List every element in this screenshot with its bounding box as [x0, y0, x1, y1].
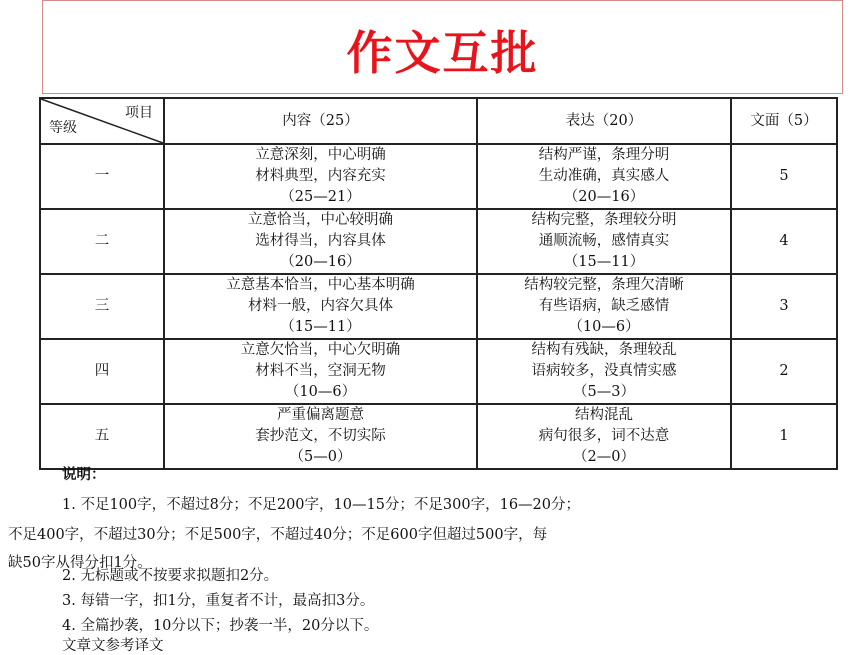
content-cell: [164, 339, 477, 404]
level-cell: 一: [40, 144, 164, 209]
cell-line: 结构混乱: [575, 407, 633, 423]
level-cell: 四: [40, 339, 164, 404]
cell-line: 材料一般，内容欠具体: [248, 298, 393, 314]
cell-score: （2—0）: [573, 449, 635, 465]
header-content: 内容（25）: [164, 98, 477, 144]
expression-cell: [477, 144, 731, 209]
note-line: 1. 不足100字，不超过8分；不足200字，10—15分；不足300字，16—20分；: [62, 497, 580, 513]
expression-cell: [477, 339, 731, 404]
table-header-row: [40, 98, 837, 144]
appearance-cell: 5: [731, 144, 837, 209]
cell-score: （5—3）: [573, 384, 635, 400]
appearance-cell: 4: [731, 209, 837, 274]
appearance-cell: 3: [731, 274, 837, 339]
note-line-cut: 文章文参考译文: [62, 638, 164, 654]
cell-line: 立意欠恰当，中心欠明确: [240, 342, 401, 358]
content-cell: [164, 274, 477, 339]
cell-line: 材料不当，空洞无物: [255, 363, 386, 379]
header-appearance: 文面（5）: [731, 98, 837, 144]
cell-line: 选材得当，内容具体: [255, 233, 386, 249]
cell-score: （15—11）: [280, 319, 361, 335]
cell-line: 病句很多，词不达意: [538, 428, 670, 444]
cell-line: 立意基本恰当，中心基本明确: [226, 277, 415, 293]
header-expression: 表达（20）: [477, 98, 731, 144]
cell-score: （20—16）: [280, 254, 361, 270]
cell-score: （15—11）: [563, 254, 645, 270]
table-row: [40, 339, 837, 404]
notes-heading: 说明：: [62, 466, 106, 483]
cell-line: 严重偏离题意: [277, 407, 364, 423]
grading-table: [39, 97, 838, 470]
table-row: [40, 404, 837, 469]
header-item-label: 项目: [125, 105, 153, 121]
cell-score: （10—6）: [284, 384, 357, 400]
header-level-label: 等级: [49, 120, 77, 136]
content-cell: [164, 209, 477, 274]
level-cell: 三: [40, 274, 164, 339]
note-line: 3. 每错一字，扣1分，重复者不计，最高扣3分。: [62, 593, 375, 609]
cell-line: 结构较完整，条理欠清晰: [524, 277, 684, 293]
cell-line: 结构有残缺，条理较乱: [531, 342, 677, 358]
cell-line: 结构完整，条理较分明: [531, 212, 677, 228]
cell-line: 生动准确，真实感人: [538, 168, 670, 184]
table-row: [40, 209, 837, 274]
cell-line: 套抄范文，不切实际: [255, 428, 386, 444]
appearance-cell: 2: [731, 339, 837, 404]
expression-cell: [477, 274, 731, 339]
cell-line: 立意深刻，中心明确: [255, 147, 386, 163]
cell-line: 语病较多，没真情实感: [531, 363, 677, 379]
cell-line: 材料典型，内容充实: [255, 168, 386, 184]
expression-cell: [477, 209, 731, 274]
table-row: [40, 274, 837, 339]
expression-cell: [477, 404, 731, 469]
note-line: 4. 全篇抄袭，10分以下；抄袭一半，20分以下。: [62, 618, 379, 634]
content-cell: [164, 404, 477, 469]
cell-score: （5—0）: [289, 449, 352, 465]
header-diagonal-cell: [40, 98, 164, 144]
appearance-cell: 1: [731, 404, 837, 469]
table-row: [40, 144, 837, 209]
cell-score: （20—16）: [563, 189, 645, 205]
level-cell: 五: [40, 404, 164, 469]
content-cell: [164, 144, 477, 209]
cell-score: （25—21）: [280, 189, 361, 205]
cell-line: 立意恰当，中心较明确: [248, 212, 393, 228]
cell-line: 结构严谨，条理分明: [538, 147, 670, 163]
title-box: [42, 0, 843, 94]
cell-line: 通顺流畅，感情真实: [538, 233, 670, 249]
level-cell: 二: [40, 209, 164, 274]
cell-score: （10—6）: [568, 319, 640, 335]
note-line: 2. 无标题或不按要求拟题扣2分。: [62, 568, 279, 584]
cell-line: 有些语病，缺乏感情: [538, 298, 670, 314]
note-line: 缺50字从得分扣1分。: [8, 555, 152, 571]
note-line: 不足400字，不超过30分；不足500字，不超过40分；不足600字但超过500字，每: [8, 527, 548, 543]
slide-title: 作文互批: [346, 26, 539, 80]
